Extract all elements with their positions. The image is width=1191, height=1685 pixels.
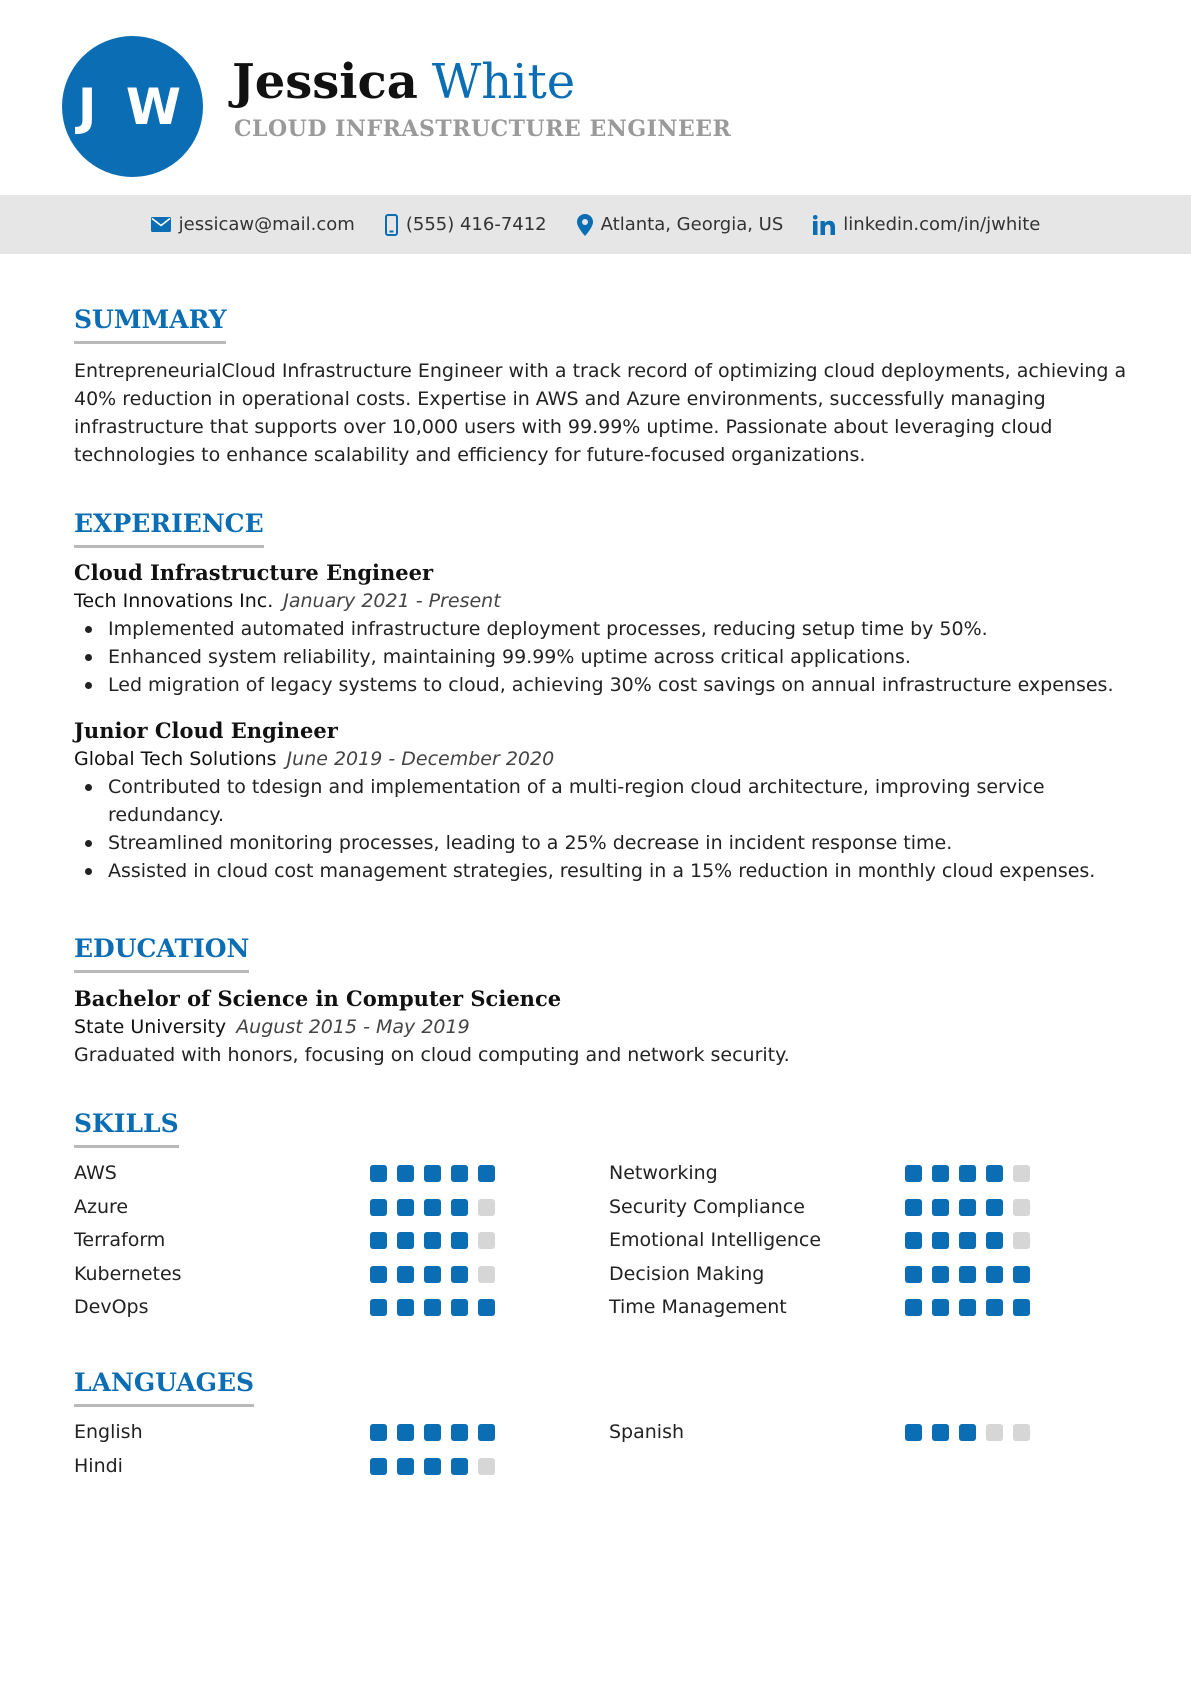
rating-dot-filled (986, 1165, 1003, 1182)
rating-dot-filled (424, 1232, 441, 1249)
job-2-dates: June 2019 - December 2020 (286, 748, 555, 770)
rating-dot-filled (397, 1458, 414, 1475)
linkedin-text: linkedin.com/in/jwhite (843, 214, 1041, 235)
job-2-title: Junior Cloud Engineer (74, 718, 338, 743)
language-rating (370, 1458, 495, 1475)
rating-dot-filled (370, 1299, 387, 1316)
rating-dot-empty (986, 1424, 1003, 1441)
language-rating (370, 1424, 495, 1441)
rating-dot-filled (1013, 1266, 1030, 1283)
skill-name: Security Compliance (609, 1195, 805, 1218)
rating-dot-empty (1013, 1232, 1030, 1249)
skill-rating (905, 1299, 1030, 1316)
rating-dot-filled (451, 1299, 468, 1316)
rating-dot-filled (1013, 1299, 1030, 1316)
list-item: Led migration of legacy systems to cloud, achieving 30% cost savings on annual infrastructure expenses. (108, 671, 1138, 699)
contact-bar (0, 195, 1191, 254)
skill-row (609, 1193, 1049, 1221)
rating-dot-filled (986, 1199, 1003, 1216)
job-2-meta (74, 745, 554, 773)
skill-row (609, 1293, 1049, 1321)
skill-row (74, 1293, 514, 1321)
phone-text: (555) 416-7412 (405, 214, 547, 235)
rating-dot-filled (932, 1199, 949, 1216)
skill-rating (370, 1232, 495, 1249)
degree-title: Bachelor of Science in Computer Science (74, 986, 562, 1011)
rating-dot-filled (905, 1165, 922, 1182)
rating-dot-filled (370, 1165, 387, 1182)
skill-row (74, 1159, 514, 1187)
skill-row (609, 1159, 1049, 1187)
resume-header (0, 0, 1191, 190)
rating-dot-filled (478, 1299, 495, 1316)
language-name: Hindi (74, 1454, 123, 1477)
rating-dot-filled (932, 1232, 949, 1249)
job-2-bullets (108, 773, 1138, 885)
contact-phone[interactable] (385, 214, 547, 236)
skill-rating (905, 1165, 1030, 1182)
job-1-company: Tech Innovations Inc. (74, 590, 274, 612)
linkedin-icon (813, 215, 835, 235)
rating-dot-filled (397, 1424, 414, 1441)
last-name: White (431, 54, 576, 110)
language-row (609, 1418, 1049, 1446)
rating-dot-filled (932, 1424, 949, 1441)
skill-rating (370, 1299, 495, 1316)
envelope-icon (151, 217, 171, 232)
rating-dot-filled (905, 1199, 922, 1216)
rating-dot-empty (1013, 1424, 1030, 1441)
skill-rating (905, 1266, 1030, 1283)
rating-dot-filled (370, 1232, 387, 1249)
contact-linkedin[interactable] (813, 214, 1040, 235)
education-dates: August 2015 - May 2019 (236, 1016, 470, 1038)
rating-dot-filled (959, 1266, 976, 1283)
skill-row (609, 1260, 1049, 1288)
language-row (74, 1418, 514, 1446)
list-item: Implemented automated infrastructure deployment processes, reducing setup time by 50%. (108, 615, 1138, 643)
experience-heading: EXPERIENCE (74, 509, 264, 548)
rating-dot-filled (424, 1165, 441, 1182)
skill-name: Emotional Intelligence (609, 1229, 822, 1251)
skill-name: AWS (74, 1162, 117, 1184)
education-heading: EDUCATION (74, 934, 249, 973)
skill-row (609, 1226, 1049, 1254)
skill-name: Networking (609, 1162, 718, 1184)
skill-rating (905, 1232, 1030, 1249)
rating-dot-filled (959, 1299, 976, 1316)
rating-dot-filled (370, 1458, 387, 1475)
skills-heading: SKILLS (74, 1109, 179, 1148)
summary-heading: SUMMARY (74, 305, 226, 344)
job-1-title: Cloud Infrastructure Engineer (74, 560, 434, 585)
list-item: Assisted in cloud cost management strategies, resulting in a 15% reduction in monthly cloud expenses. (108, 857, 1138, 885)
location-text: Atlanta, Georgia, US (600, 214, 784, 235)
rating-dot-filled (932, 1266, 949, 1283)
full-name (232, 52, 575, 112)
language-name: Spanish (609, 1421, 685, 1443)
rating-dot-filled (424, 1424, 441, 1441)
rating-dot-filled (959, 1165, 976, 1182)
job-2-company: Global Tech Solutions (74, 748, 277, 770)
job-1-dates: January 2021 - Present (283, 590, 501, 612)
rating-dot-filled (986, 1299, 1003, 1316)
skill-name: Azure (74, 1195, 129, 1218)
skill-name: Time Management (609, 1296, 787, 1318)
list-item: Streamlined monitoring processes, leading to a 25% decrease in incident response time. (108, 829, 1138, 857)
job-title-headline: CLOUD INFRASTRUCTURE ENGINEER (234, 116, 732, 142)
rating-dot-filled (397, 1266, 414, 1283)
rating-dot-empty (478, 1266, 495, 1283)
skill-name: Kubernetes (74, 1262, 182, 1285)
rating-dot-filled (397, 1232, 414, 1249)
rating-dot-filled (451, 1165, 468, 1182)
skill-row (74, 1226, 514, 1254)
skill-name: Decision Making (609, 1262, 765, 1285)
first-name: Jessica (232, 54, 418, 110)
rating-dot-filled (370, 1266, 387, 1283)
rating-dot-filled (397, 1299, 414, 1316)
education-meta (74, 1013, 470, 1041)
rating-dot-filled (932, 1165, 949, 1182)
rating-dot-filled (959, 1232, 976, 1249)
rating-dot-filled (397, 1199, 414, 1216)
rating-dot-filled (370, 1424, 387, 1441)
contact-location (577, 214, 784, 236)
rating-dot-filled (397, 1165, 414, 1182)
initials-avatar: J W (62, 36, 203, 177)
list-item: Enhanced system reliability, maintaining 99.99% uptime across critical applications. (108, 643, 1138, 671)
rating-dot-empty (1013, 1165, 1030, 1182)
rating-dot-filled (451, 1199, 468, 1216)
skill-rating (905, 1199, 1030, 1216)
rating-dot-filled (451, 1424, 468, 1441)
rating-dot-filled (905, 1266, 922, 1283)
education-note: Graduated with honors, focusing on cloud computing and network security. (74, 1044, 790, 1066)
rating-dot-filled (986, 1266, 1003, 1283)
list-item: Contributed to tdesign and implementation of a multi-region cloud architecture, improving service redundancy. (108, 773, 1138, 829)
skill-rating (370, 1199, 495, 1216)
job-1-meta (74, 587, 501, 615)
skill-name: DevOps (74, 1296, 149, 1318)
skill-name: Terraform (74, 1229, 166, 1251)
language-rating (905, 1424, 1030, 1441)
rating-dot-empty (478, 1232, 495, 1249)
contact-email[interactable] (151, 214, 355, 235)
rating-dot-empty (478, 1458, 495, 1475)
rating-dot-filled (986, 1232, 1003, 1249)
rating-dot-filled (424, 1266, 441, 1283)
rating-dot-filled (478, 1165, 495, 1182)
rating-dot-filled (959, 1424, 976, 1441)
rating-dot-filled (451, 1458, 468, 1475)
languages-heading: LANGUAGES (74, 1368, 254, 1407)
rating-dot-filled (424, 1299, 441, 1316)
rating-dot-filled (478, 1424, 495, 1441)
skill-row (74, 1193, 514, 1221)
rating-dot-filled (424, 1458, 441, 1475)
rating-dot-filled (451, 1232, 468, 1249)
rating-dot-empty (1013, 1199, 1030, 1216)
rating-dot-filled (959, 1199, 976, 1216)
rating-dot-filled (905, 1299, 922, 1316)
rating-dot-filled (905, 1424, 922, 1441)
language-row (74, 1452, 514, 1480)
school-name: State University (74, 1016, 227, 1038)
skill-row (74, 1260, 514, 1288)
rating-dot-filled (932, 1299, 949, 1316)
rating-dot-filled (370, 1199, 387, 1216)
rating-dot-filled (451, 1266, 468, 1283)
map-pin-icon (577, 214, 593, 236)
rating-dot-empty (478, 1199, 495, 1216)
language-name: English (74, 1421, 143, 1443)
summary-text: EntrepreneurialCloud Infrastructure Engineer with a track record of optimizing cloud deployments, achieving a 40% reduction in operational costs. Expertise in AWS and Azure environments, successfully managing infrastructure that supports over 10,000 users with 99.99% uptime. Passionate about leveraging cloud technologies to enhance scalability and efficiency for future-focused organizations. (74, 360, 1127, 466)
phone-icon (385, 214, 398, 236)
skill-rating (370, 1165, 495, 1182)
rating-dot-filled (424, 1199, 441, 1216)
rating-dot-filled (905, 1232, 922, 1249)
skill-rating (370, 1266, 495, 1283)
job-1-bullets (108, 615, 1138, 699)
email-text: jessicaw@mail.com (178, 214, 355, 235)
